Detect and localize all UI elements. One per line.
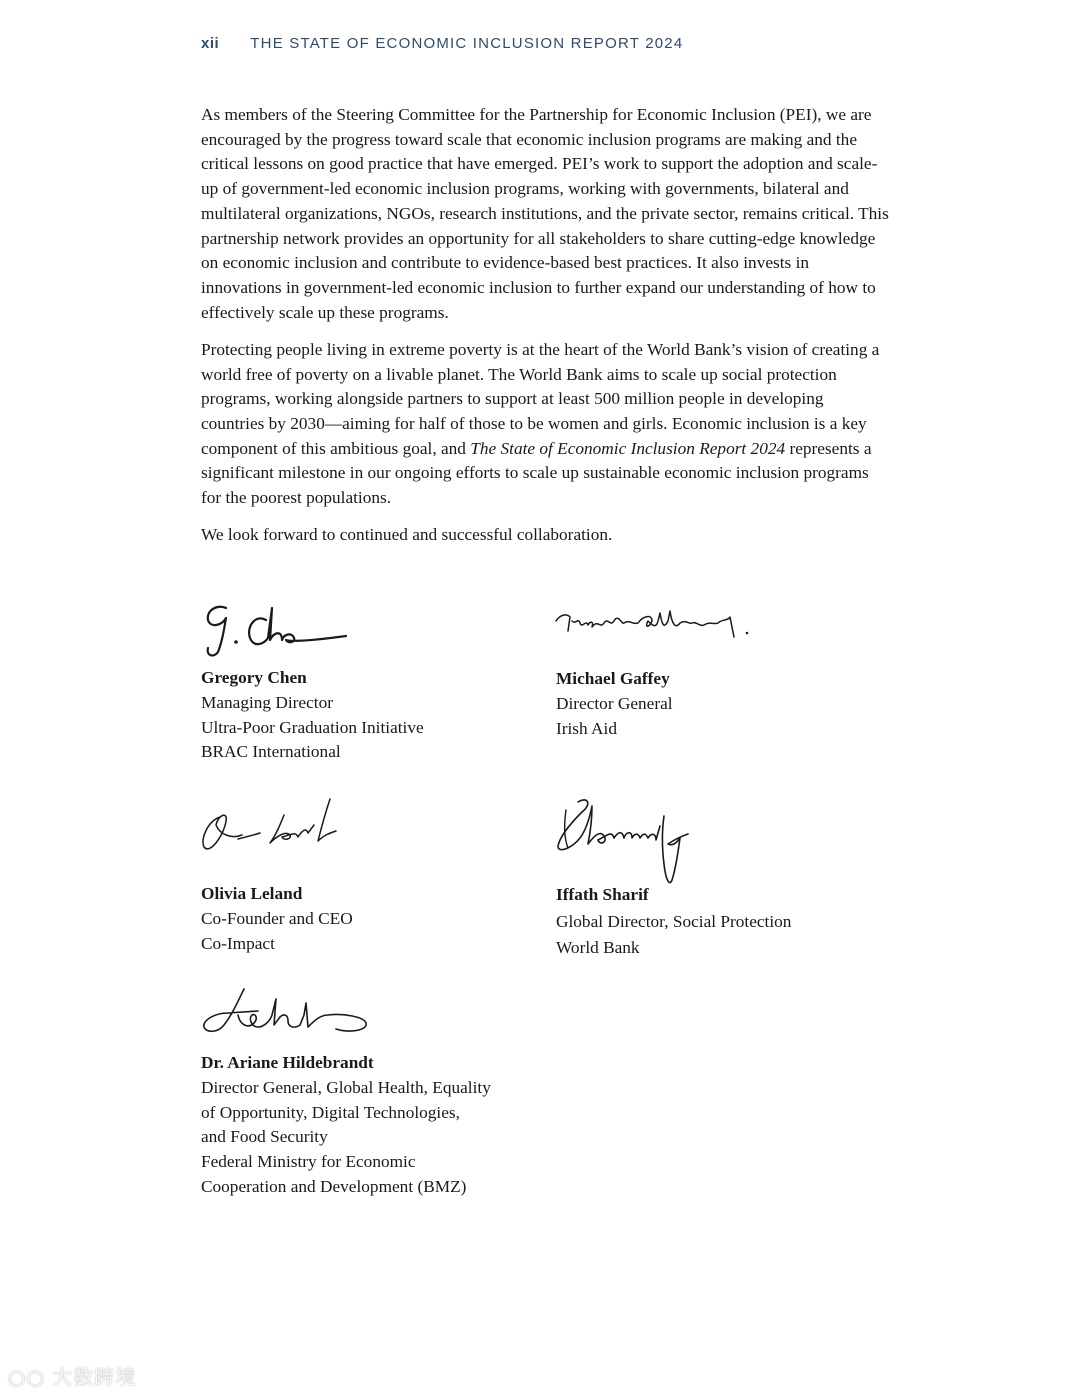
watermark [8, 1361, 136, 1390]
paragraph-1: As members of the Steering Committee for the Partnership for Economic Inclusion (PEI), we are encouraged by the progress toward scale that economic inclusion programs are making and the critical lessons on good practice that have emerged. PEI’s work to support the adoption and scale-up of government-led economic inclusion programs, working with governments, bilateral and multilateral organizations, NGOs, research institutions, and the private sector, remains critical. This partnership network provides an opportunity for all stakeholders to share cutting-edge knowledge on economic inclusion and contribute to evidence-based best practices. It also invests in innovations in government-led economic inclusion to further expand our understanding of how to effectively scale up these programs. [201, 105, 889, 322]
signatory-organization: Irish Aid [556, 718, 617, 738]
signatory-title-line-3: and Food Security [201, 1127, 328, 1147]
signatory-title: Co-Founder and CEO [201, 908, 353, 928]
signatory-program: Ultra-Poor Graduation Initiative [201, 717, 424, 737]
signatory-iffath-sharif [556, 882, 791, 962]
signatory-title: Director General [556, 693, 673, 713]
signature-michael-gaffey [552, 603, 752, 643]
letter-body [201, 103, 891, 560]
signatory-organization-line-1: Federal Ministry for Economic [201, 1152, 416, 1172]
signatory-title: Global Director, Social Protection [556, 911, 792, 931]
signature-ariane-hildebrandt [198, 985, 373, 1041]
signatory-organization: World Bank [556, 938, 640, 957]
report-title-italic: The State of Economic Inclusion Report 2024 [470, 438, 786, 458]
paragraph-2-start: Protecting people living in extreme poverty is at the heart of the World Bank’s vision of creating a world free of poverty on a livable planet. The World Bank aims to scale up social protection programs, working alongside partners to support at least 500 million people in developing countries by 2030—aiming for half of those to be women and girls. Economic inclusion is a key component of this ambitious goal, and [201, 339, 880, 458]
signatory-organization-line-2: Cooperation and Development (BMZ) [201, 1176, 467, 1196]
signatory-name: Olivia Leland [201, 884, 303, 903]
page-number: xii [201, 35, 220, 52]
report-title: THE STATE OF ECONOMIC INCLUSION REPORT 2024 [250, 35, 684, 52]
signatory-title: Managing Director [201, 692, 333, 712]
signatory-name: Gregory Chen [201, 668, 307, 687]
signatory-gregory-chen [201, 666, 424, 765]
watermark-logo-icon: ○○ [8, 1365, 53, 1389]
paragraph-3: We look forward to continued and successful collaboration. [201, 525, 613, 545]
signature-olivia-leland [198, 795, 348, 855]
signatory-name: Dr. Ariane Hildebrandt [201, 1053, 374, 1072]
paragraph-2 [201, 338, 891, 511]
signatory-ariane-hildebrandt [201, 1051, 491, 1200]
signatory-name: Iffath Sharif [556, 885, 649, 904]
running-header [201, 35, 683, 52]
signatory-organization: Co-Impact [201, 933, 275, 953]
signature-iffath-sharif [552, 790, 732, 888]
signatory-michael-gaffey [556, 667, 673, 741]
signatory-organization: BRAC International [201, 742, 341, 762]
signature-gregory-chen [196, 598, 356, 660]
signatory-title-line-2: of Opportunity, Digital Technologies, [201, 1102, 460, 1122]
signatory-olivia-leland [201, 882, 353, 956]
signatory-title-line-1: Director General, Global Health, Equality [201, 1077, 491, 1097]
watermark-text: 大数跨境 [52, 1365, 137, 1389]
signatory-name: Michael Gaffey [556, 669, 670, 688]
paragraph-2-end: represents a significant milestone in our ongoing efforts to scale up sustainable economic inclusion programs for the poorest populations. [201, 438, 872, 508]
